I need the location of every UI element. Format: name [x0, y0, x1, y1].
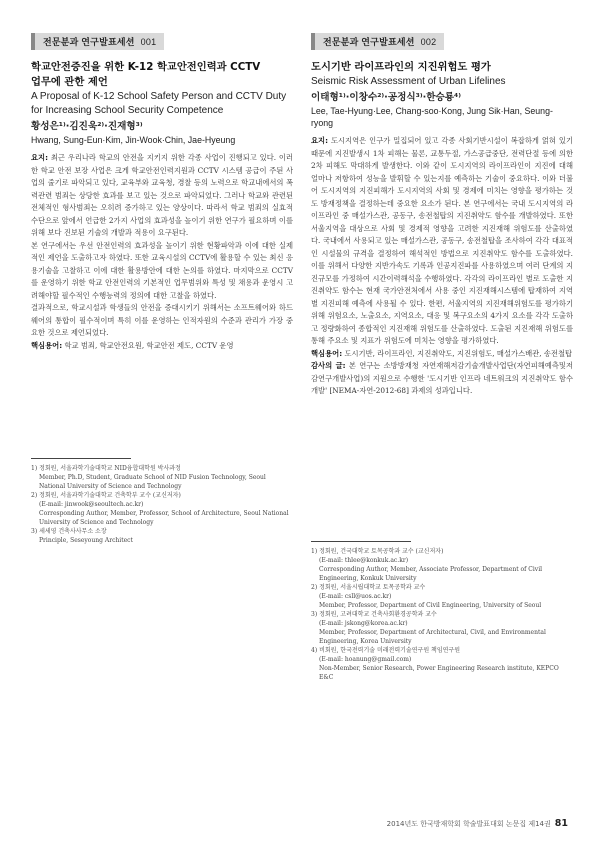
keywords — [311, 348, 573, 361]
footnote-line: 4) 비회원, 한국전력기술 미래전력기술연구원 책임연구원 — [311, 647, 461, 654]
korean-title — [311, 60, 573, 75]
english-title-line-1: Seismic Risk Assessment of Urban Lifelines — [311, 76, 506, 87]
footnote-line: Principle, Seseyoung Architect — [39, 537, 133, 544]
session-tag — [311, 33, 444, 50]
article-right — [311, 30, 573, 398]
english-title — [31, 90, 293, 118]
keywords-text: 도시기반, 라이프라인, 지진취약도, 지진위험도, 매설가스배관, 송전철탑 — [342, 348, 573, 358]
english-title — [311, 75, 573, 89]
footnote-line: (E-mail: hoanung@gmail.com) — [319, 656, 412, 663]
authors-korean: 황성은¹⁾·김진욱²⁾·진재형³⁾ — [31, 121, 143, 132]
footnote-line: Corresponding Author, Member, Professor, School of Architecture, Seoul National University of Science and Technology — [39, 510, 289, 526]
abstract-paragraph-1 — [311, 135, 573, 348]
session-tag-label: 전문분과 연구발표세션 — [323, 37, 415, 47]
korean-title-line-1: 학교안전증진을 위한 K-12 학교안전인력과 CCTV — [31, 61, 261, 73]
footnote-line: (E-mail: csll@uos.ac.kr) — [319, 593, 392, 600]
footnote-line: 3) 세세영 건축사사무소 소장 — [31, 528, 107, 535]
footnote-line: 1) 정회원, 서울과학기술대학교 NID융합대학원 박사과정 — [31, 465, 181, 472]
abstract-paragraph-2: 본 연구에서는 우선 안전인력의 효과성을 높이기 위한 현황파악과 이에 대한 실제적인 제언을 도출하고자 하였다. 또한 교육시설의 CCTV에 활용할 수 있는 최신 응용기술을 고찰하고 이에 대한 활용방안에 대한 논의를 하였다. 마지막으로 CCTV를 운영하기 위한 학교 안전인력의 기본적인 업무범위와 특성 및 채용과 운영시 고려해야할 필수적인 수행능력의 정의에 대한 고찰을 하였다. — [31, 240, 293, 300]
keywords-label: 핵심용어: — [31, 340, 63, 350]
acknowledgement-text: 본 연구는 소방방재청 자연재해저감기술개발사업단(자연피해예측및저감연구개발사업)의 지원으로 수행한 '도시기반 인프라 네트워크의 지진취약도 함수 개발' [NEMA-자연-2012-68] 과제의 성과입니다. — [311, 361, 573, 395]
session-tag-label: 전문분과 연구발표세션 — [43, 37, 135, 47]
session-tag-number: 001 — [140, 37, 157, 47]
english-title-line-2: for Increasing School Security Competence — [31, 105, 224, 116]
authors-korean: 이태형¹⁾·이창수²⁾·공정식³⁾·한승룡⁴⁾ — [311, 92, 462, 103]
keywords-text: 학교 범죄, 학교안전요원, 학교안전 제도, CCTV 운영 — [62, 340, 234, 350]
abstract — [311, 135, 573, 398]
footnotes-left — [31, 458, 293, 545]
abstract-text-1: 최근 우리나라 학교의 안전을 지키지 위한 각종 사업이 진행되고 있다. 이러한 학교 안전 보장 사업은 크게 학교안전인력지원과 CCTV 시스템 공급이 주된 사업의 줄기로 파악되고 있다, 교육부와 교육청, 경찰 등의 노력으로 학교내에서의 폭력관련 범죄는 상당한 효과를 보고 있는 것으로 파악되었다. 그러나 학교와 관련된 전체적인 형사범죄는 오히려 증가하고 있는 양상이다. 따라서 학교 범죄의 실효적 수단으로 앞에서 언급한 2가지 사업의 효과성을 높이기 위한 연구가 필요하며 이를 위해 보다 진보된 기술의 개발과 적용이 요구된다. — [31, 153, 293, 237]
page-footer — [368, 818, 568, 829]
authors-english: Hwang, Sung-Eun·Kim, Jin-Wook·Chin, Jae-Hyeung — [31, 135, 236, 145]
keywords-label: 핵심용어: — [311, 348, 343, 358]
footnote-line: (E-mail: jinwook@seoultech.ac.kr) — [39, 501, 144, 508]
footer-journal-name: 2014년도 한국방재학회 학술발표대회 논문집 제14권 — [386, 820, 551, 828]
abstract-label: 요지: — [31, 153, 49, 162]
footnote-line: Non-Member, Senior Research, Power Engineering Research institute, KEPCO E&C — [319, 665, 559, 681]
english-title-line-1: A Proposal of K-12 School Safety Person and CCTV Duty — [31, 91, 287, 102]
abstract — [31, 152, 293, 352]
footnote-rule — [31, 458, 131, 459]
acknowledgement — [311, 360, 573, 398]
abstract-paragraph-1 — [31, 152, 293, 240]
session-tag — [31, 33, 164, 50]
footnote-line: 3) 정회원, 고려대학교 건축사회환경공학과 교수 — [311, 611, 437, 618]
footnote-line: Member, Ph.D, Student, Graduate School of NID Fusion Technology, Seoul National University of Science and Technology — [39, 474, 266, 490]
footnote-line: 1) 정회원, 건국대학교 토목공학과 교수 (교신저자) — [311, 548, 444, 555]
footnote-line: (E-mail: jskong@korea.ac.kr) — [319, 620, 408, 627]
korean-title-line-1: 도시기반 라이프라인의 지진위험도 평가 — [311, 61, 491, 73]
acknowledgement-label: 감사의 글: — [311, 361, 346, 370]
footnote-line: Member, Professor, Department of Civil Engineering, University of Seoul — [319, 602, 542, 609]
article-left — [31, 30, 293, 352]
footnote-line: 2) 정회원, 서울시립대학교 토목공학과 교수 — [311, 584, 426, 591]
korean-title-line-2: 업무에 관한 제언 — [31, 76, 108, 88]
footnote-line: Corresponding Author, Member, Associate Professor, Department of Civil Engineering, Konkuk University — [319, 566, 543, 582]
footnote-rule — [311, 541, 411, 542]
authors-english: Lee, Tae-Hyung·Lee, Chang-soo·Kong, Jung Sik·Han, Seung-ryong — [311, 106, 553, 128]
footnote-line: Member, Professor, Department of Architectural, Civil, and Environmental Engineering, Korea University — [319, 629, 546, 645]
page-number: 81 — [554, 818, 568, 829]
footnotes-right — [311, 541, 573, 682]
abstract-text-1: 도시지역은 인구가 밀집되어 있고 각종 사회기반시설이 복잡하게 얽혀 있기 때문에 지진발생시 1차 피해는 물론, 교통두절, 가스공급중단, 전력단절 등에 의한 2차 피해도 막대하게 발생한다. 이와 같이 도시지역의 라이프라인이 지진에 대해 얼마나 저항하여 성능을 발휘할 수 있는지를 예측하는 기술이 중요하다. 이와 더불어 도시지역의 지진피해가 도시지역의 사회 및 경제에 미치는 영향을 평가하는 것도 방재정책을 결정하는데 중요한 요소가 된다. 본 연구에서는 국내 도시지역의 라이프라인 중 매설가스관, 공동구, 송전철탑의 지진취약도 함수를 개발하였다. 또한 서울지역을 대상으로 사회 및 경제적 영향을 고려한 지진재해 위험도를 산출하였다. 국내에서 사용되고 있는 매설가스관, 공동구, 송전철탑을 조사하여 각각 대표적인 시설물의 규격을 결정하여 해석적인 방법으로 지진취약도 함수를 도출하였다. 이를 위해서 다양한 지반가속도 기록과 인공지진파를 사용하였으며 여러 단계의 지진규모를 가정하여 시간이력해석을 수행하였다. 각각의 라이프라인 별로 도출한 지진취약도 함수는 현재 국가안전처에서 사용 중인 지진재해시스템에 탑재하여 지역별 지진피해 예측에 사용될 수 있다. 한편, 서울지역의 지진재해위험도를 평가하기 위해 위험요소, 노출요소, 지역요소, 대응 및 복구요소의 4가지 요소를 각각 도출하고 정량화하여 종합적인 지진재해 위험도를 산출하였다. 도출된 지진재해 위험도를 통해 주요소 및 지표가 위험도에 미치는 영향을 평가하였다. — [311, 136, 573, 345]
session-tag-number: 002 — [420, 37, 437, 47]
abstract-paragraph-3: 결과적으로, 학교시설과 학생들의 안전을 증대시키기 위해서는 소프트웨어와 하드웨어의 통합이 필수적이며 특히 이를 운영하는 인적자원의 수준과 관리가 가장 중요한 것으로 제언되었다. — [31, 303, 293, 337]
abstract-label: 요지: — [311, 136, 329, 145]
keywords — [31, 340, 293, 353]
footnote-line: 2) 정회원, 서울과학기술대학교 건축학부 교수 (교신저자) — [31, 492, 181, 499]
footnote-line: (E-mail: thlee@konkuk.ac.kr) — [319, 557, 409, 564]
korean-title — [31, 60, 293, 90]
